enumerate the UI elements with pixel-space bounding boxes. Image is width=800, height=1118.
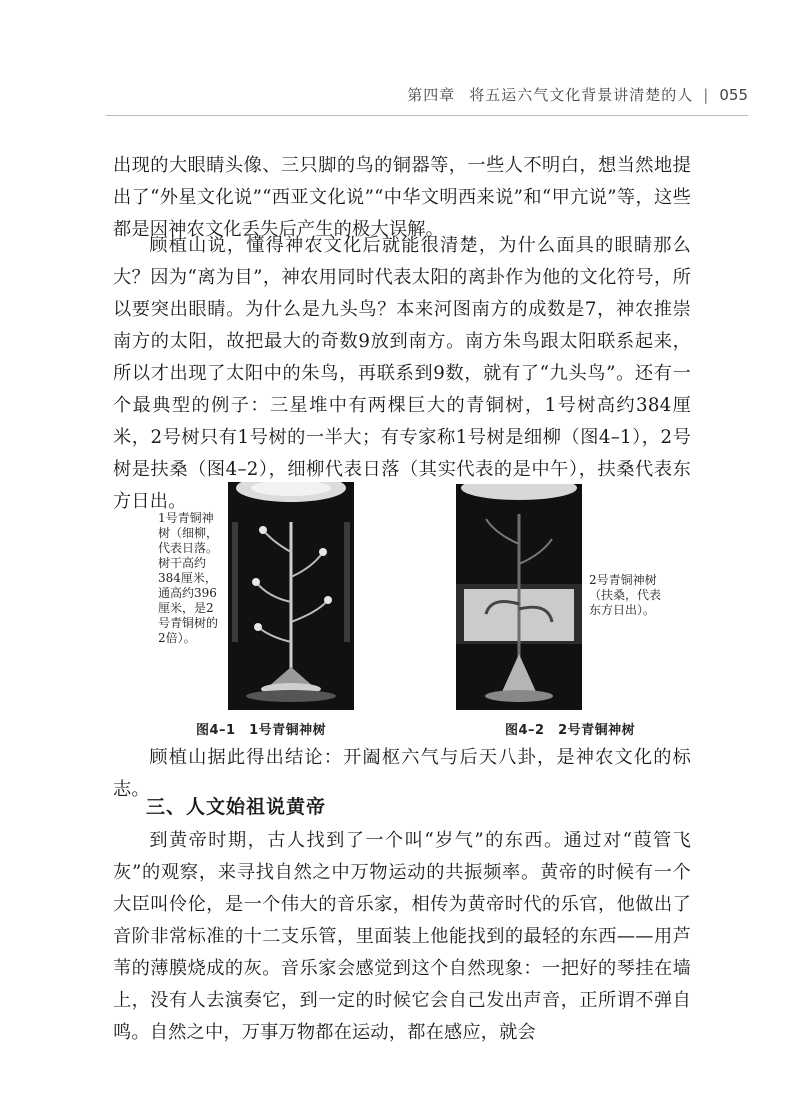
page-number: 055 bbox=[719, 85, 748, 104]
paragraph-1-text: 出现的大眼睛头像、三只脚的鸟的铜器等，一些人不明白，想当然地提出了“外星文化说”“西亚文化说”“中华文明西来说”和“甲亢说”等，这些都是因神农文化丢失后产生的极大误解。 bbox=[113, 155, 691, 240]
paragraph-4 bbox=[113, 825, 691, 1049]
figure-2-side-caption: 2号青铜神树（扶桑，代表东方日出）。 bbox=[589, 573, 662, 617]
paragraph-4-text: 到黄帝时期，古人找到了一个叫“岁气”的东西。通过对“葭管飞灰”的观察，来寻找自然之中万物运动的共振频率。黄帝的时候有一个大臣叫伶伦，是一个伟大的音乐家，相传为黄帝时代的乐官，他做出了音阶非常标准的十二支乐管，里面装上他能找到的最轻的东西——用芦苇的薄膜烧成的灰。音乐家会感觉到这个自然现象：一把好的琴挂在墙上，没有人去演奏它，到一定的时候它会自己发出声音，正所谓不弹自鸣。自然之中，万事万物都在运动，都在感应，就会 bbox=[113, 830, 691, 1043]
paragraph-2 bbox=[113, 230, 691, 518]
figure-1-caption: 图4–1 1号青铜神树 bbox=[196, 723, 327, 738]
chapter-label: 第四章 bbox=[407, 86, 456, 104]
section-heading: 三、人文始祖说黄帝 bbox=[146, 796, 327, 818]
figure-1-side-caption: 1号青铜神树（细柳，代表日落。树干高约384厘米，通高约396厘米，是2号青铜树的2倍）。 bbox=[158, 511, 219, 645]
running-header bbox=[0, 84, 748, 105]
figure-2-photo bbox=[456, 484, 582, 710]
header-separator: | bbox=[703, 85, 710, 104]
chapter-title: 将五运六气文化背景讲清楚的人 bbox=[469, 86, 694, 104]
paragraph-3-text: 顾植山据此得出结论：开阖枢六气与后天八卦，是神农文化的标志。 bbox=[113, 747, 691, 800]
paragraph-2-text: 顾植山说，懂得神农文化后就能很清楚，为什么面具的眼睛那么大？因为“离为目”，神农用同时代表太阳的离卦作为他的文化符号，所以要突出眼睛。为什么是九头鸟？本来河图南方的成数是7，神农推崇南方的太阳，故把最大的奇数9放到南方。南方朱鸟跟太阳联系起来，所以才出现了太阳中的朱鸟，再联系到9数，就有了“九头鸟”。还有一个最典型的例子：三星堆中有两棵巨大的青铜树，1号树高约384厘米，2号树只有1号树的一半大；有专家称1号树是细柳（图4–1），2号树是扶桑（图4–2），细柳代表日落（其实代表的是中午），扶桑代表东方日出。 bbox=[113, 235, 691, 512]
header-rule bbox=[106, 115, 748, 116]
figure-1-photo bbox=[228, 482, 354, 710]
figure-2-caption: 图4–2 2号青铜神树 bbox=[505, 723, 636, 738]
